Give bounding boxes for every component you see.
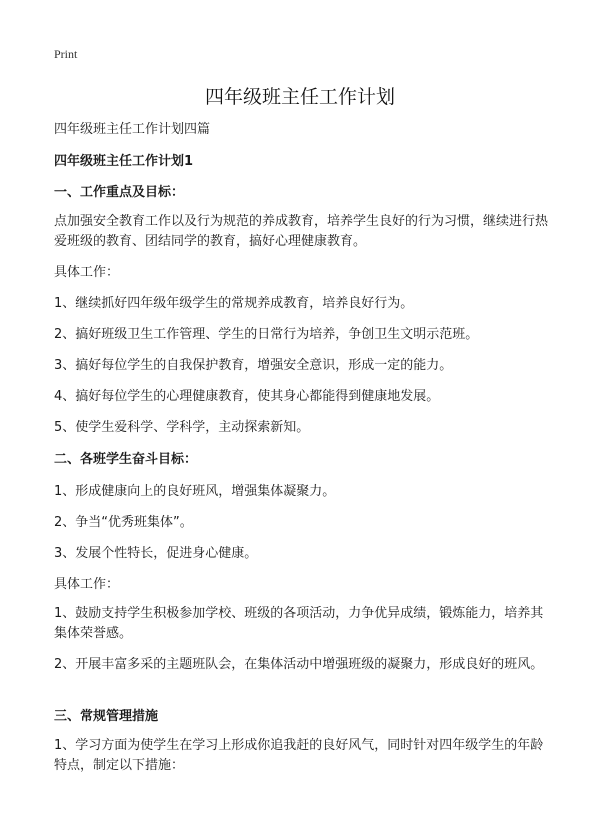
section2-work-item-2: 2、开展丰富多采的主题班队会，在集体活动中增强班级的凝聚力，形成良好的班风。 [54,657,544,672]
section2-item-2: 2、争当“优秀班集体”。 [54,515,193,530]
section1-intro: 点加强安全教育工作以及行为规范的养成教育，培养学生良好的行为习惯，继续进行热爱班级的教育、团结同学的教育，搞好心理健康教育。 [54,214,549,249]
section1-work-label: 具体工作： [54,265,120,280]
section1-heading: 一、工作重点及目标： [54,185,185,200]
section1-item-1: 1、继续抓好四年级年级学生的常规养成教育，培养良好行为。 [54,296,414,311]
section2-work-item-1: 1、鼓励支持学生积极参加学校、班级的各项活动，力争优异成绩，锻炼能力，培养其集体荣誉感。 [54,606,544,641]
section1-item-3: 3、搞好每位学生的自我保护教育，增强安全意识，形成一定的能力。 [54,358,453,373]
document-subtitle: 四年级班主任工作计划四篇 [54,122,211,137]
section3-heading: 三、常规管理措施 [54,709,159,724]
plan-heading: 四年级班主任工作计划1 [54,154,194,169]
section2-heading: 二、各班学生奋斗目标： [54,452,198,467]
section2-work-label: 具体工作： [54,577,120,592]
section1-item-5: 5、使学生爱科学、学科学，主动探索新知。 [54,420,310,435]
page-title: 四年级班主任工作计划 [204,86,395,108]
section1-item-2: 2、搞好班级卫生工作管理、学生的日常行为培养，争创卫生文明示范班。 [54,327,479,342]
section2-item-1: 1、形成健康向上的良好班风，增强集体凝聚力。 [54,484,336,499]
print-label: Print [54,47,78,61]
section3-item-1: 1、学习方面为使学生在学习上形成你追我赶的良好风气，同时针对四年级学生的年龄特点，制定以下措施： [54,738,544,773]
section2-item-3: 3、发展个性特长，促进身心健康。 [54,546,258,561]
section1-item-4: 4、搞好每位学生的心理健康教育，使其身心都能得到健康地发展。 [54,389,440,404]
